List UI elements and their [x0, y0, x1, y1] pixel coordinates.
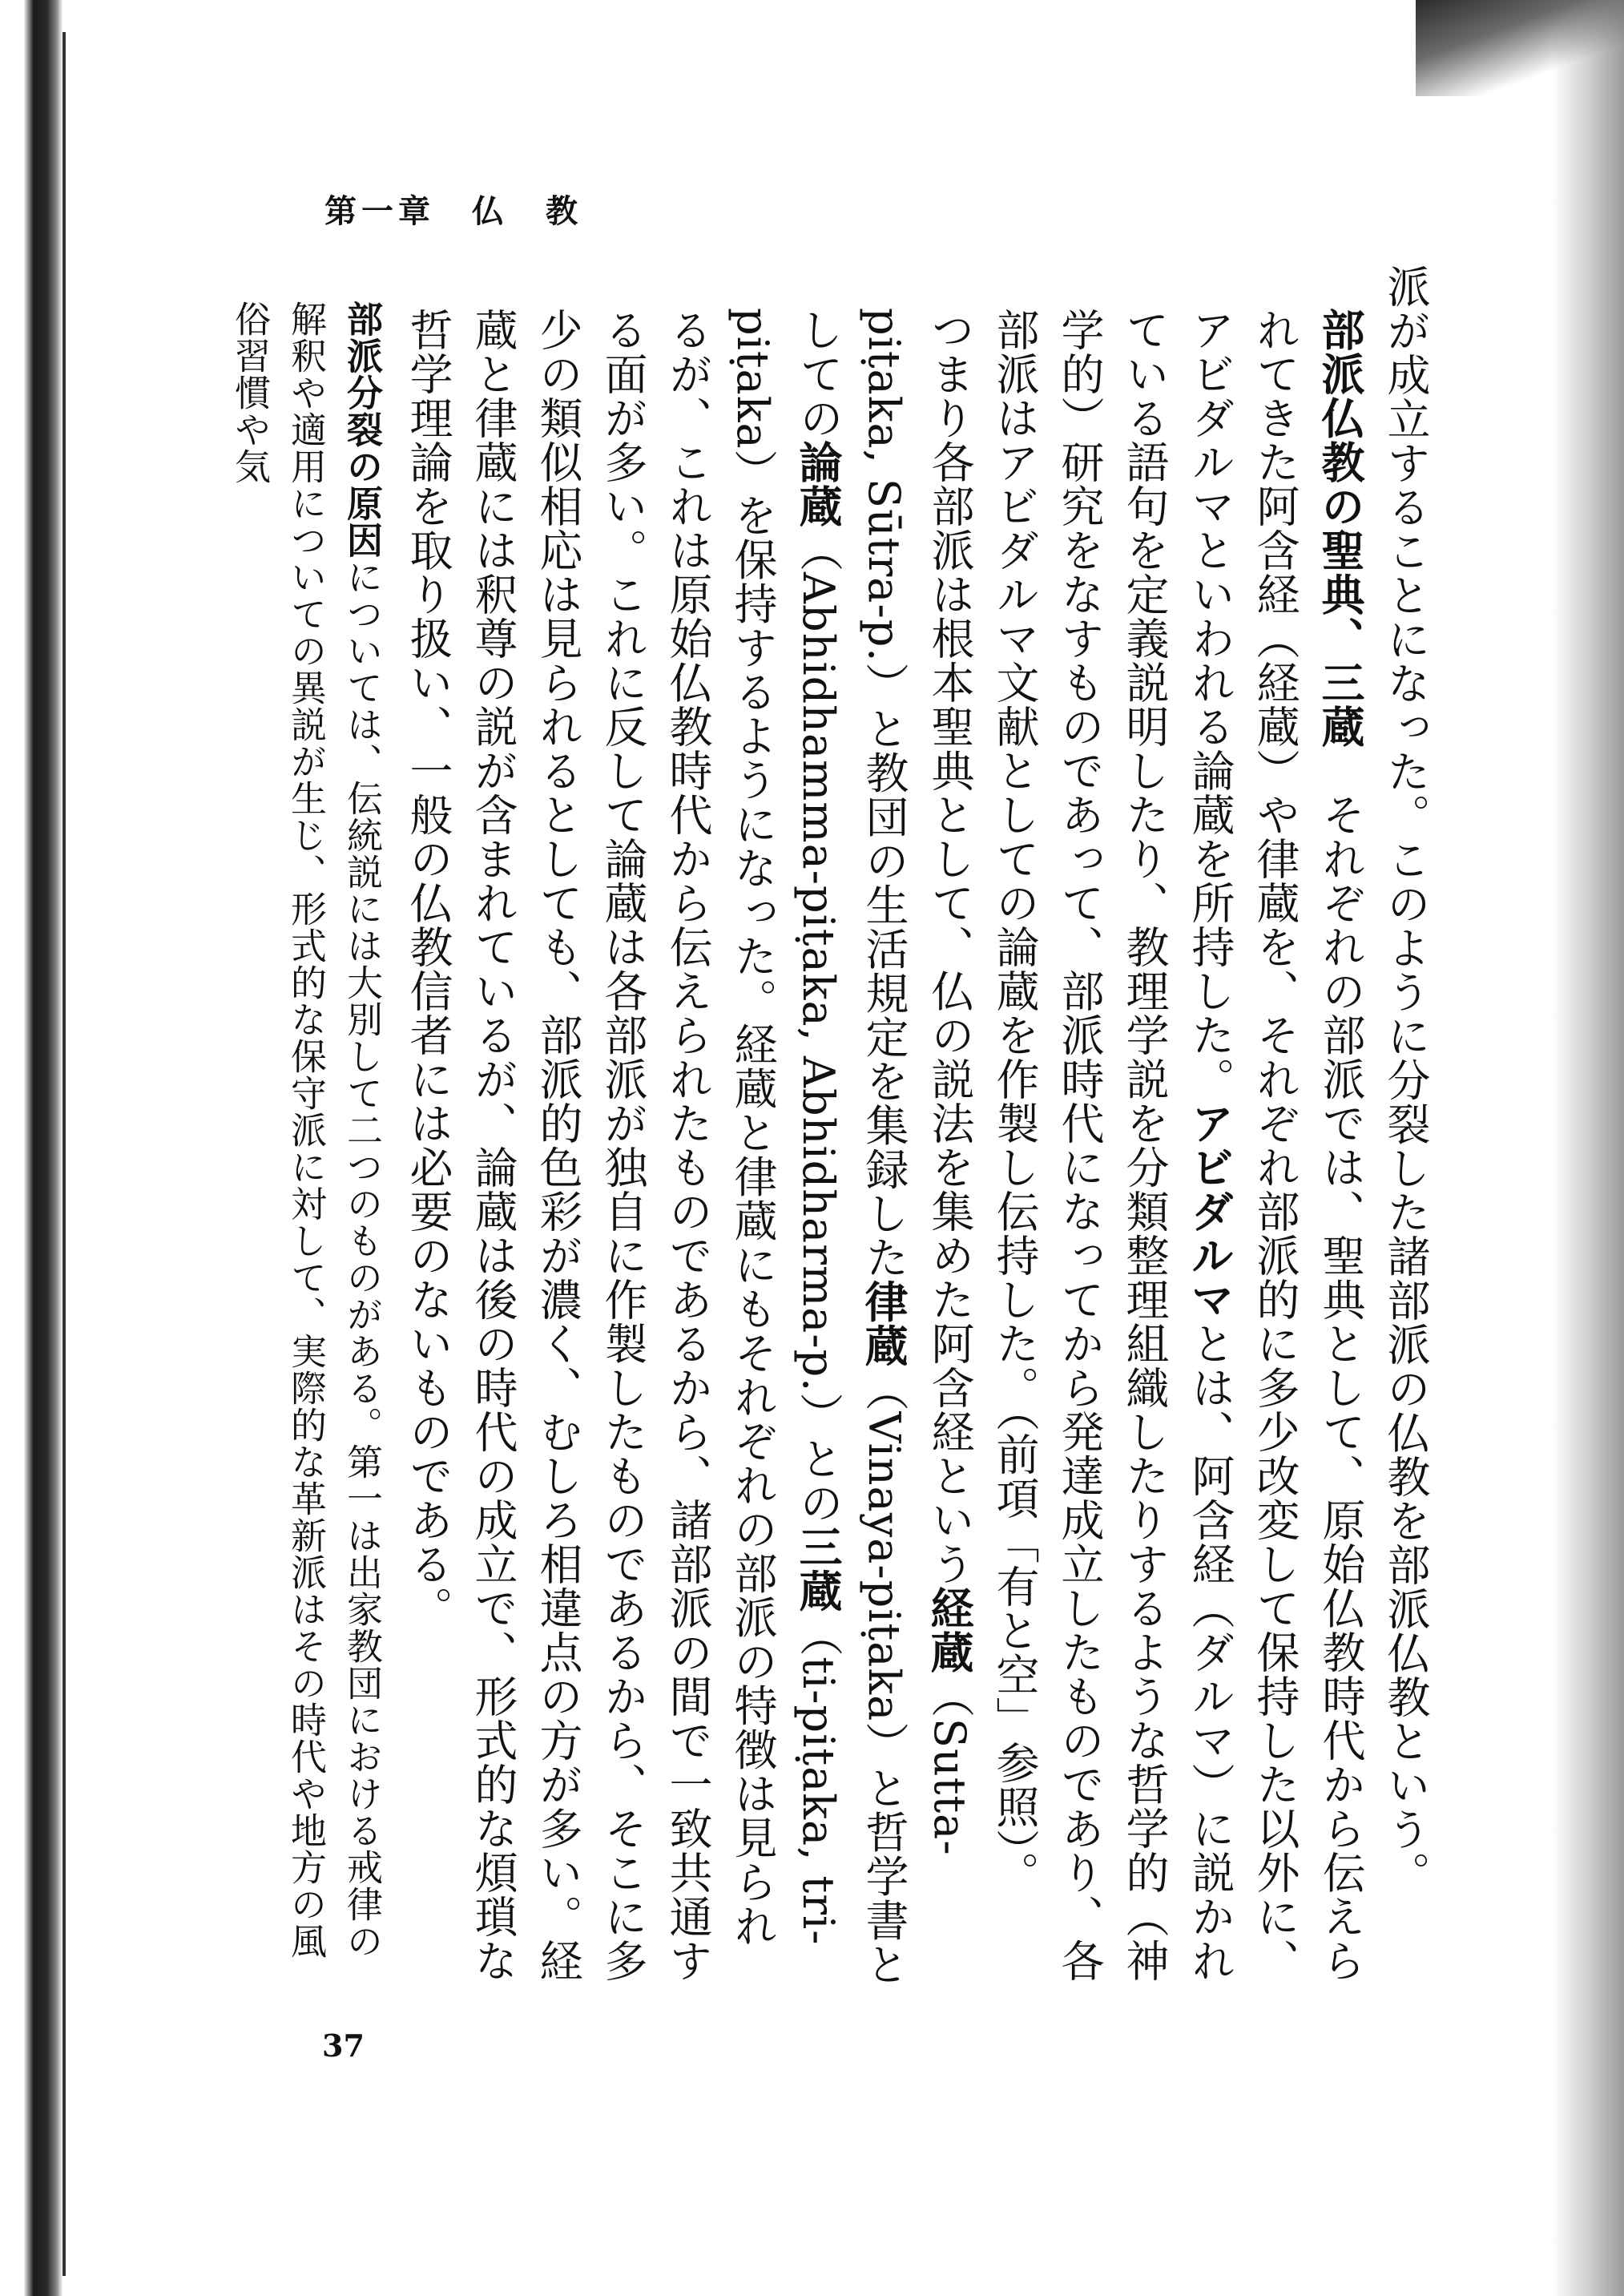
text-run: （ti-piṭaka, tri-piṭaka）を保持するようになった。経蔵と律蔵にもそれぞれの部派の特徴は見られるが、これは原始仏教時代から伝えられたものであるから、諸部派の間で一致共通する面が多い。これに反して論蔵は各部派が独自に作製したものであるから、そこに多少の類似相応は見られるとしても、部派的色彩が濃く、むしろ相違点の方が多い。経蔵と律蔵には釈尊の説が含まれているが、論蔵は後の時代の成立で、形式的な煩瑣な哲学理論を取り扱い、一般の仏教信者には必要のないものである。 — [403, 308, 844, 1983]
running-head: 第一章 仏 教 — [324, 192, 582, 230]
text-run: とは、阿含経（ダルマ）に説かれている語句を定義説明したり、教理学説を分類整理組織したりするような哲学的（神学的）研究をなすものであって、部派時代になってから発達成立したものであり、各部派はアビダルマ文献としての論蔵を作製し伝持した。（前項「有と空」参照）。 — [989, 308, 1235, 1983]
paragraph — [1373, 264, 1438, 1987]
text-run: （Abhidhamma-piṭaka, Abhidharma-p.）との — [793, 528, 844, 1525]
text-run: （Vinaya-piṭaka）と哲学書としての — [793, 308, 909, 1987]
text-run: については、伝統説には大別して二つのものがある。第一は出家教団における戒律の解釈や適用についての異説が生じ、形式的な保守派に対して、実際的な革新派はその時代や地方の風俗習慣や気 — [228, 301, 383, 1959]
text-run: 派が成立することになった。このように分裂した諸部派の仏教を部派仏教という。 — [1380, 264, 1431, 1895]
paragraph — [982, 264, 1373, 1987]
bold-term: 部派仏教の聖典、三蔵 — [1315, 308, 1366, 749]
text-run: つまり各部派は根本聖典として、仏の説法を集めた阿含経という — [925, 308, 975, 1586]
binding-shadow — [24, 0, 62, 2296]
binding-line — [62, 32, 66, 2276]
bold-term: 部派分裂の原因 — [341, 301, 383, 559]
bold-term: 経蔵 — [924, 1586, 975, 1674]
bold-term: 三蔵 — [792, 1524, 844, 1613]
bold-term: 律蔵 — [858, 1279, 909, 1368]
bold-term: アビダルマ — [1184, 1101, 1235, 1322]
page-corner-shadow — [1416, 0, 1624, 96]
text-run: それぞれの部派では、聖典として、原始仏教時代から伝えられてきた阿含経（経蔵）や律蔵を、それぞれ部派的に多少改変して保持した以外に、アビダルマといわれる論蔵を所持した。 — [1185, 308, 1366, 1983]
body-text — [228, 264, 1438, 1987]
page-edge-shadow — [1552, 0, 1624, 2296]
paragraph — [396, 264, 982, 1987]
paragraph — [221, 264, 389, 1987]
bold-term: 論蔵 — [792, 440, 844, 528]
text-run: （Sutta-piṭaka, Sūtra-p.）と教団の生活規定を集録した — [859, 308, 975, 1856]
page-number: 37 — [322, 2028, 365, 2064]
